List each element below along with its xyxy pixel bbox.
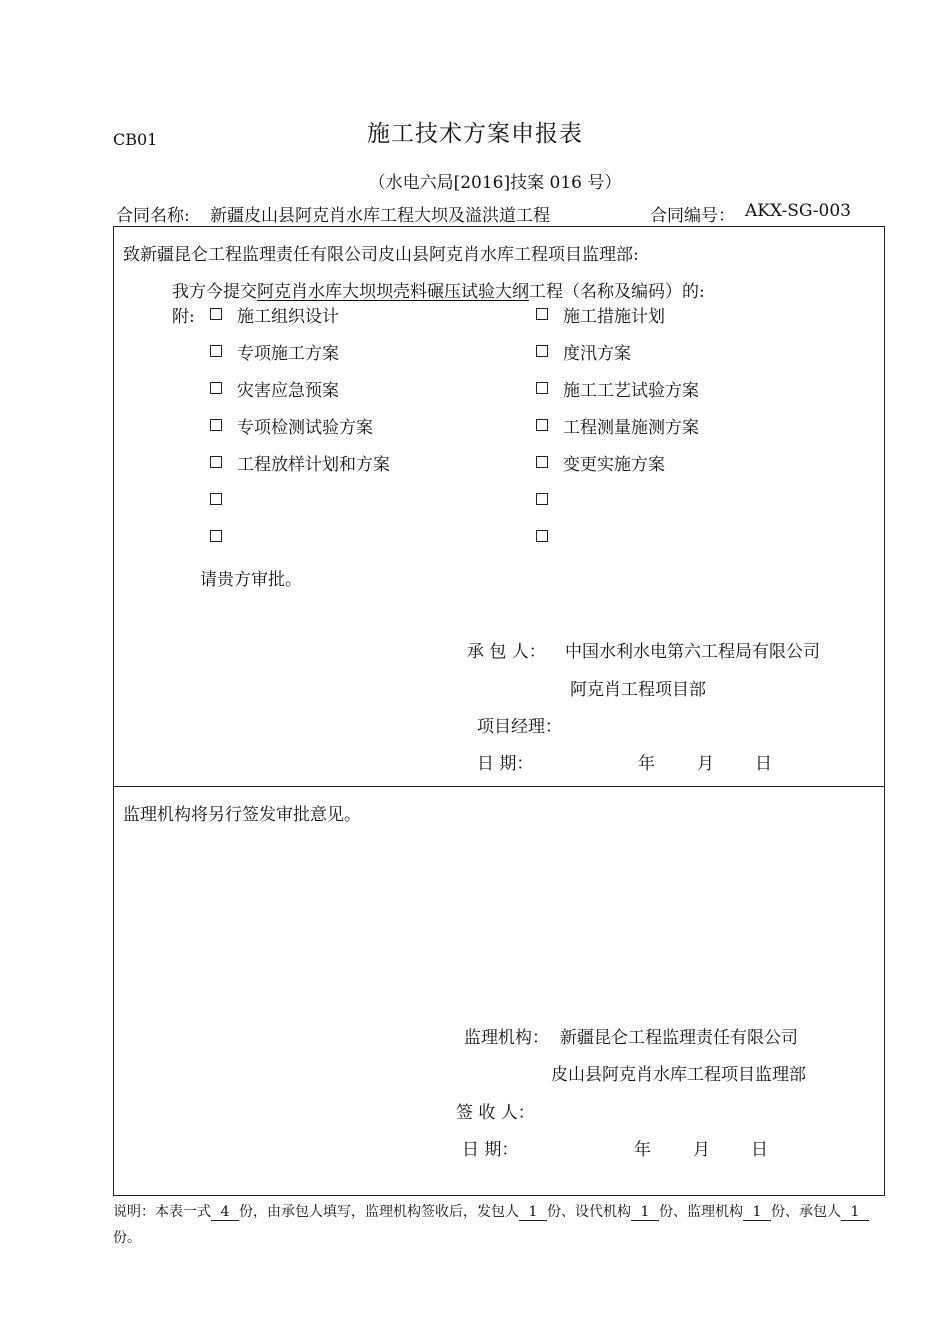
submit-item: 阿克肖水库大坝坝壳料碾压试验大纲: [257, 282, 529, 302]
page-title: 施工技术方案申报表: [367, 121, 583, 147]
contractor-name: 中国水利水电第六工程局有限公司: [565, 642, 820, 662]
submit-prefix: 我方今提交: [172, 282, 257, 302]
right-item-label-5: 变更实施方案: [563, 455, 665, 475]
contract-number-label: 合同编号：: [650, 206, 735, 226]
form-code: CB01: [113, 130, 158, 149]
left-item-label-2: 专项施工方案: [237, 344, 339, 364]
contract-number-value: AKX-SG-003: [745, 201, 851, 221]
left-item-label-5: 工程放样计划和方案: [237, 455, 390, 475]
right-item-label-1: 施工措施计划: [563, 307, 665, 327]
receipt-month-label: 月: [693, 1140, 710, 1160]
receipt-date-label: 日 期：: [462, 1140, 519, 1160]
left-item-label-3: 灾害应急预案: [237, 381, 339, 401]
submit-suffix: 工程（名称及编码）的:: [529, 282, 705, 302]
left-item-label-4: 专项检测试验方案: [237, 418, 373, 438]
submission-section: [113, 226, 885, 787]
addressee: 致新疆昆仑工程监理责任有限公司皮山县阿克肖水库工程项目监理部:: [123, 245, 639, 265]
left-checkbox-4[interactable]: [210, 419, 222, 431]
receipt-year-label: 年: [634, 1140, 651, 1160]
owner-copies: 1: [519, 1205, 547, 1221]
left-item-label-1: 施工组织设计: [237, 307, 339, 327]
right-item-label-4: 工程测量施测方案: [563, 418, 699, 438]
year-label: 年: [638, 754, 655, 774]
supervisor-opinion: 监理机构将另行签发审批意见。: [123, 805, 361, 825]
right-checkbox-3[interactable]: [536, 382, 548, 394]
contractor-label: 承 包 人：: [467, 642, 546, 662]
contractor-copies: 1: [841, 1205, 869, 1221]
right-item-label-2: 度汛方案: [563, 344, 631, 364]
day-label: 日: [755, 754, 772, 774]
submission-statement: [172, 277, 705, 302]
right-checkbox-5[interactable]: [536, 456, 548, 468]
right-item-label-3: 施工工艺试验方案: [563, 381, 699, 401]
left-checkbox-5[interactable]: [210, 456, 222, 468]
attach-label: 附:: [172, 307, 195, 327]
right-checkbox-6[interactable]: [536, 493, 548, 505]
right-checkbox-1[interactable]: [536, 308, 548, 320]
design-copies: 1: [631, 1205, 659, 1221]
supervisor-copies: 1: [743, 1205, 771, 1221]
right-checkbox-7[interactable]: [536, 530, 548, 542]
supervisor-org-dept: 皮山县阿克肖水库工程项目监理部: [551, 1065, 806, 1085]
left-checkbox-3[interactable]: [210, 382, 222, 394]
month-label: 月: [697, 754, 714, 774]
left-checkbox-6[interactable]: [210, 493, 222, 505]
footer-note: 说明：本表一式 4 份，由承包人填写，监理机构签收后，发包人 1 份、设代机构 1 份、监理机构 1 份、承包人 1份。: [113, 1199, 893, 1251]
right-checkbox-2[interactable]: [536, 345, 548, 357]
contractor-dept: 阿克肖工程项目部: [570, 680, 706, 700]
contract-name-value: 新疆皮山县阿克肖水库工程大坝及溢洪道工程: [210, 206, 550, 226]
supervisor-org-name: 新疆昆仑工程监理责任有限公司: [560, 1028, 798, 1048]
left-checkbox-7[interactable]: [210, 530, 222, 542]
left-checkbox-2[interactable]: [210, 345, 222, 357]
receipt-day-label: 日: [751, 1140, 768, 1160]
right-checkbox-4[interactable]: [536, 419, 548, 431]
approval-request: 请贵方审批。: [200, 570, 302, 590]
supervisor-org-label: 监理机构：: [464, 1028, 549, 1048]
copies-total: 4: [211, 1205, 239, 1221]
manager-label: 项目经理：: [477, 717, 562, 737]
receiver-label: 签 收 人：: [456, 1103, 535, 1123]
contract-name-label: 合同名称:: [116, 206, 190, 226]
left-checkbox-1[interactable]: [210, 308, 222, 320]
date-label: 日 期：: [477, 754, 534, 774]
document-number: （水电六局[2016]技案 016 号）: [368, 173, 622, 193]
